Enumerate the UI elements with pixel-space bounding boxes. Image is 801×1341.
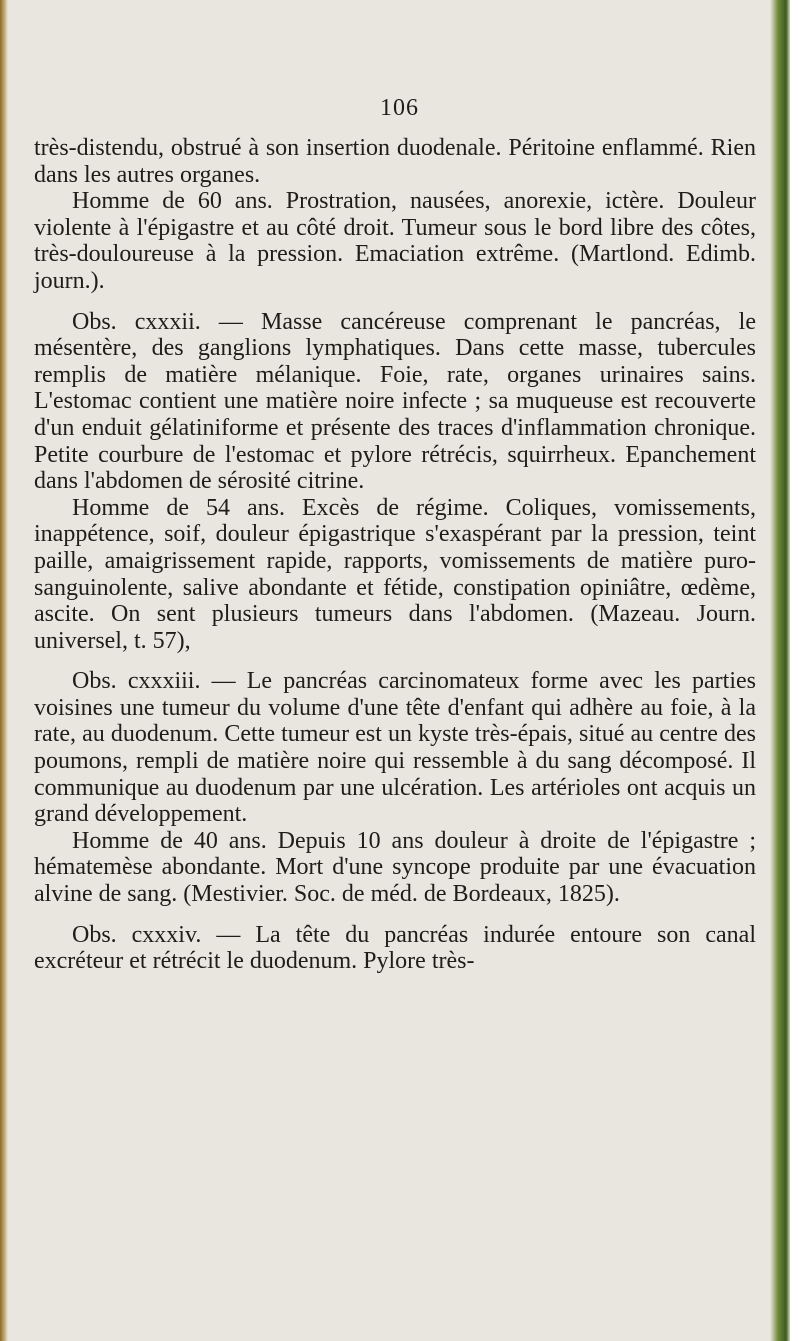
body-text: [34, 135, 756, 975]
observation-paragraph: Obs. cxxxiv. — La tête du pancréas indurée entoure son canal excréteur et rétrécit le duodenum. Pylore très-: [34, 921, 756, 975]
page-number: 106: [380, 95, 419, 121]
paragraph: Homme de 60 ans. Prostration, nausées, anorexie, ictère. Douleur violente à l'épigastre et au côté droit. Tumeur sous le bord libre des côtes, très-douloureuse à la pression. Emaciation extrême. (Martlond. Edimb. journ.).: [34, 188, 756, 294]
page-edge: [770, 0, 790, 1341]
paragraph: Homme de 40 ans. Depuis 10 ans douleur à droite de l'épigastre ; hématemèse abondante. Mort d'une syncope produite par une évacuation alvine de sang. (Mestivier. Soc. de méd. de Bordeaux, 1825).: [34, 827, 756, 908]
paragraph: Homme de 54 ans. Excès de régime. Coliques, vomissements, inappétence, soif, douleur épigastrique s'exaspérant par la pression, teint paille, amaigrissement rapide, rapports, vomissements de matière puro-sanguinolente, salive abondante et fétide, constipation opiniâtre, œdème, ascite. On sent plusieurs tumeurs dans l'abdomen. (Mazeau. Journ. universel, t. 57),: [34, 494, 756, 654]
observation-paragraph: Obs. cxxxiii. — Le pancréas carcinomateux forme avec les parties voisines une tumeur du volume d'une tête d'enfant qui adhère au foie, à la rate, au duodenum. Cette tumeur est un kyste très-épais, situé au centre des poumons, rempli de matière noire qui ressemble à du sang décomposé. Il communique au duodenum par une ulcération. Les artérioles ont acquis un grand développement.: [34, 668, 756, 828]
binding-edge: [0, 0, 8, 1341]
observation-paragraph: Obs. cxxxii. — Masse cancéreuse comprenant le pancréas, le mésentère, des ganglions lymphatiques. Dans cette masse, tubercules remplis de matière mélanique. Foie, rate, organes urinaires sains. L'estomac contient une matière noire infecte ; sa muqueuse est recouverte d'un enduit gélatiniforme et présente des traces d'inflammation chronique. Petite courbure de l'estomac et pylore rétrécis, squirrheux. Epanchement dans l'abdomen de sérosité citrine.: [34, 308, 756, 495]
paragraph: très-distendu, obstrué à son insertion duodenale. Péritoine enflammé. Rien dans les autres organes.: [34, 135, 756, 188]
